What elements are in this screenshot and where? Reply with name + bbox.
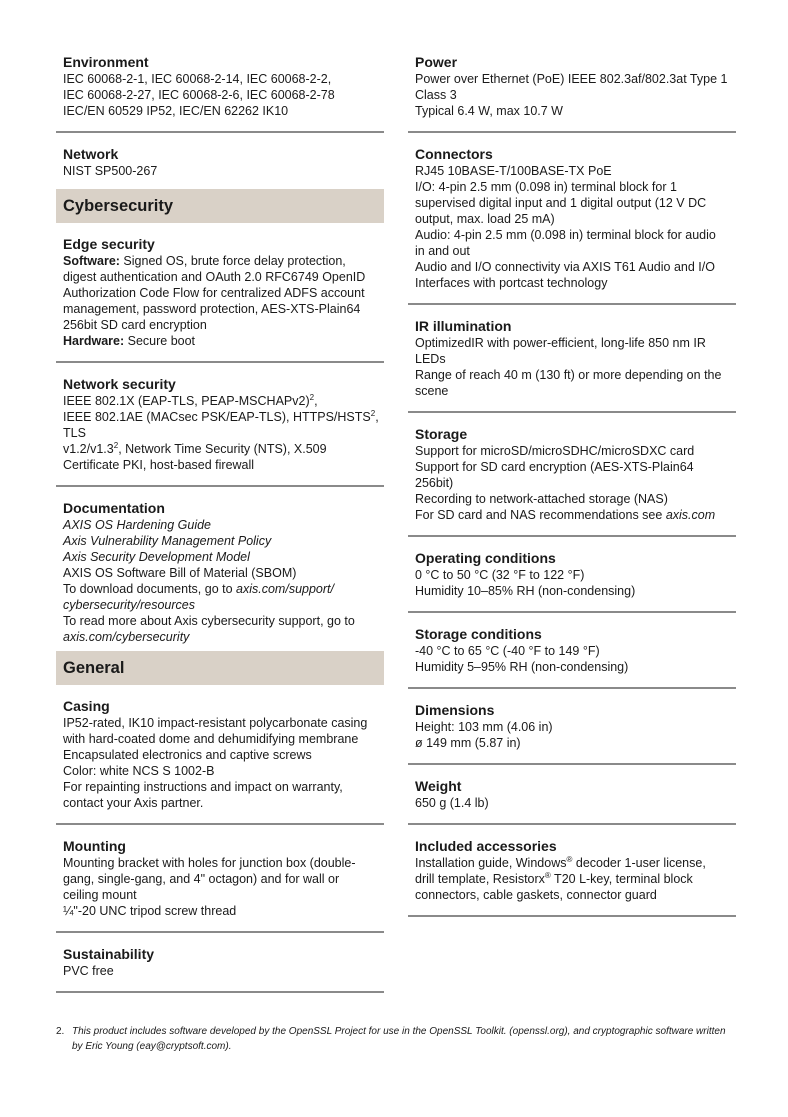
documentation-section xyxy=(56,487,384,645)
spec-line: AXIS OS Software Bill of Material (SBOM) xyxy=(63,566,297,580)
spec-line: Typical 6.4 W, max 10.7 W xyxy=(415,104,563,118)
spec-line: IEC 60068-2-1, IEC 60068-2-14, IEC 60068-2-2, xyxy=(63,72,332,86)
spec-line: NIST SP500-267 xyxy=(63,164,158,178)
spec-line: 650 g (1.4 lb) xyxy=(415,796,489,810)
spec-line: Power over Ethernet (PoE) IEEE 802.3af/802.3at Type 1 xyxy=(415,72,728,86)
section-title: Environment xyxy=(63,54,149,70)
ir-illumination-section xyxy=(408,305,736,399)
doc-link[interactable]: Axis Vulnerability Management Policy xyxy=(63,534,272,548)
spec-line: Support for microSD/microSDHC/microSDXC card xyxy=(415,444,695,458)
left-column xyxy=(56,52,384,993)
footnote-number: 2. xyxy=(56,1026,65,1037)
section-title: Sustainability xyxy=(63,946,155,962)
spec-line: Color: white NCS S 1002-B xyxy=(63,764,215,778)
footnote-ref: 2 xyxy=(370,408,376,418)
divider xyxy=(56,991,384,993)
cybersecurity-heading: Cybersecurity xyxy=(56,189,384,223)
section-title: Included accessories xyxy=(415,838,557,854)
spec-line: Interfaces with portcast technology xyxy=(415,276,608,290)
spec-line: Authorization Code Flow for centralized ADFS account xyxy=(63,286,365,300)
spec-line: RJ45 10BASE-T/100BASE-TX PoE xyxy=(415,164,612,178)
spec-line: Signed OS, brute force delay protection, xyxy=(119,254,346,268)
spec-line: supervised digital input and 1 digital output (12 V DC xyxy=(415,196,707,210)
dimensions-section xyxy=(408,689,736,751)
spec-line: , Network Time Security (NTS), X.509 xyxy=(118,442,327,456)
spec-line: Height: 103 mm (4.06 in) xyxy=(415,720,553,734)
spec-line: , TLS xyxy=(63,410,379,440)
spec-line: LEDs xyxy=(415,352,446,366)
spec-line: Range of reach 40 m (130 ft) or more depending on the xyxy=(415,368,722,382)
spec-line: scene xyxy=(415,384,449,398)
hardware-label: Hardware: xyxy=(63,334,125,348)
storage-conditions-section xyxy=(408,613,736,675)
footnote-text: This product includes software developed by the OpenSSL Project for use in the OpenSSL Toolkit. (openssl.org), and cryptographic software written by Eric Young (eay@cryptsoft.com). xyxy=(72,1026,726,1052)
general-heading: General xyxy=(56,651,384,685)
section-title: Power xyxy=(415,54,458,70)
spec-line: T20 L-key, terminal block xyxy=(550,872,693,886)
spec-line: IEC 60068-2-27, IEC 60068-2-6, IEC 60068-2-78 xyxy=(63,88,335,102)
spec-line: in and out xyxy=(415,244,470,258)
spec-line: For repainting instructions and impact on warranty, xyxy=(63,780,343,794)
spec-line: decoder 1-user license, xyxy=(572,856,706,870)
spec-line: IEC/EN 60529 IP52, IEC/EN 62262 IK10 xyxy=(63,104,289,118)
section-title: Mounting xyxy=(63,838,126,854)
power-section xyxy=(408,52,736,119)
environment-section xyxy=(56,52,384,119)
spec-line: gang, single-gang, and 4" octagon) and for wall or xyxy=(63,872,340,886)
spec-line: v1.2/v1.3 xyxy=(63,442,114,456)
spec-line: Support for SD card encryption (AES-XTS-Plain64 xyxy=(415,460,694,474)
section-title: Storage conditions xyxy=(415,626,542,642)
connectors-section xyxy=(408,133,736,291)
spec-line: Class 3 xyxy=(415,88,457,102)
section-title: Connectors xyxy=(415,146,493,162)
spec-line: Secure boot xyxy=(124,334,196,348)
spec-line: Recording to network-attached storage (NAS) xyxy=(415,492,668,506)
footnote xyxy=(56,1024,736,1054)
casing-section xyxy=(56,685,384,811)
spec-line: Encapsulated electronics and captive screws xyxy=(63,748,312,762)
section-title: Weight xyxy=(415,778,462,794)
spec-line: IEEE 802.1X (EAP-TLS, PEAP-MSCHAPv2) xyxy=(63,394,310,408)
spec-line: Certificate PKI, host-based firewall xyxy=(63,458,255,472)
spec-line: Humidity 10–85% RH (non-condensing) xyxy=(415,584,636,598)
download-link[interactable]: axis.com/support/ xyxy=(236,582,334,596)
network-section xyxy=(56,133,384,179)
spec-line: 256bit) xyxy=(415,476,454,490)
section-title: Edge security xyxy=(63,236,155,252)
spec-line: digest authentication and OAuth 2.0 RFC6749 OpenID xyxy=(63,270,366,284)
spec-line: I/O: 4-pin 2.5 mm (0.098 in) terminal block for 1 xyxy=(415,180,677,194)
spec-line: ¼"-20 UNC tripod screw thread xyxy=(63,904,237,918)
sustainability-section xyxy=(56,933,384,979)
right-column xyxy=(408,52,736,917)
operating-conditions-section xyxy=(408,537,736,599)
section-title: Storage xyxy=(415,426,468,442)
weight-section xyxy=(408,765,736,811)
spec-line: ceiling mount xyxy=(63,888,137,902)
footnote-ref: 2 xyxy=(309,392,315,402)
spec-line: For SD card and NAS recommendations see xyxy=(415,508,666,522)
spec-line: connectors, cable gaskets, connector guard xyxy=(415,888,657,902)
section-title: Dimensions xyxy=(415,702,495,718)
spec-line: PVC free xyxy=(63,964,114,978)
spec-line: ø 149 mm (5.87 in) xyxy=(415,736,521,750)
doc-link[interactable]: Axis Security Development Model xyxy=(63,550,250,564)
network-security-section: Network security IEEE 802.1X (EAP-TLS, PEAP-MSCHAPv2)$^2$, IEEE 802.1AE (MACsec PSK/EAP-TLS), HTTPS/HSTS$^2$, TLS $v1.2/v1.3^2$, Network Time Security (NTS), X.509 Certificate PKI, host-based firewall xyxy=(56,363,384,473)
section-title: Casing xyxy=(63,698,110,714)
spec-line: drill template, Resistorx xyxy=(415,872,545,886)
section-title: Network security xyxy=(63,376,176,392)
spec-line: To read more about Axis cybersecurity support, go to xyxy=(63,614,355,628)
included-accessories-section xyxy=(408,825,736,903)
software-label: Software: xyxy=(63,254,120,268)
spec-line: with hard-coated dome and dehumidifying membrane xyxy=(63,732,359,746)
spec-line: management, password protection, AES-XTS-Plain64 xyxy=(63,302,361,316)
spec-line: 256bit SD card encryption xyxy=(63,318,207,332)
spec-line: output, max. load 25 mA) xyxy=(415,212,555,226)
doc-link[interactable]: AXIS OS Hardening Guide xyxy=(63,518,211,532)
section-title: Network xyxy=(63,146,119,162)
footnote-ref: 2 xyxy=(113,440,119,450)
spec-line: IP52-rated, IK10 impact-resistant polycarbonate casing xyxy=(63,716,368,730)
spec-line: 0 °C to 50 °C (32 °F to 122 °F) xyxy=(415,568,585,582)
divider xyxy=(408,915,736,917)
registered-mark: ® xyxy=(566,854,573,864)
spec-line: Installation guide, Windows xyxy=(415,856,567,870)
spec-line: -40 °C to 65 °C (-40 °F to 149 °F) xyxy=(415,644,600,658)
spec-line: OptimizedIR with power-efficient, long-life 850 nm IR xyxy=(415,336,706,350)
section-title: Documentation xyxy=(63,500,165,516)
spec-line: Humidity 5–95% RH (non-condensing) xyxy=(415,660,629,674)
spec-line: Mounting bracket with holes for junction box (double- xyxy=(63,856,356,870)
section-title: IR illumination xyxy=(415,318,512,334)
axis-link[interactable]: axis.com xyxy=(665,508,716,522)
storage-section xyxy=(408,413,736,523)
download-link[interactable]: cybersecurity/resources xyxy=(63,598,195,612)
mounting-section xyxy=(56,825,384,919)
section-title: Operating conditions xyxy=(415,550,556,566)
registered-mark: ® xyxy=(544,870,551,880)
spec-line: To download documents, go to xyxy=(63,582,237,596)
spec-line: contact your Axis partner. xyxy=(63,796,204,810)
cybersecurity-link[interactable]: axis.com/cybersecurity xyxy=(63,630,190,644)
spec-line: IEEE 802.1AE (MACsec PSK/EAP-TLS), HTTPS/HSTS xyxy=(63,410,371,424)
edge-security-section xyxy=(56,223,384,349)
spec-line: Audio and I/O connectivity via AXIS T61 Audio and I/O xyxy=(415,260,715,274)
spec-line: Audio: 4-pin 2.5 mm (0.098 in) terminal block for audio xyxy=(415,228,716,242)
